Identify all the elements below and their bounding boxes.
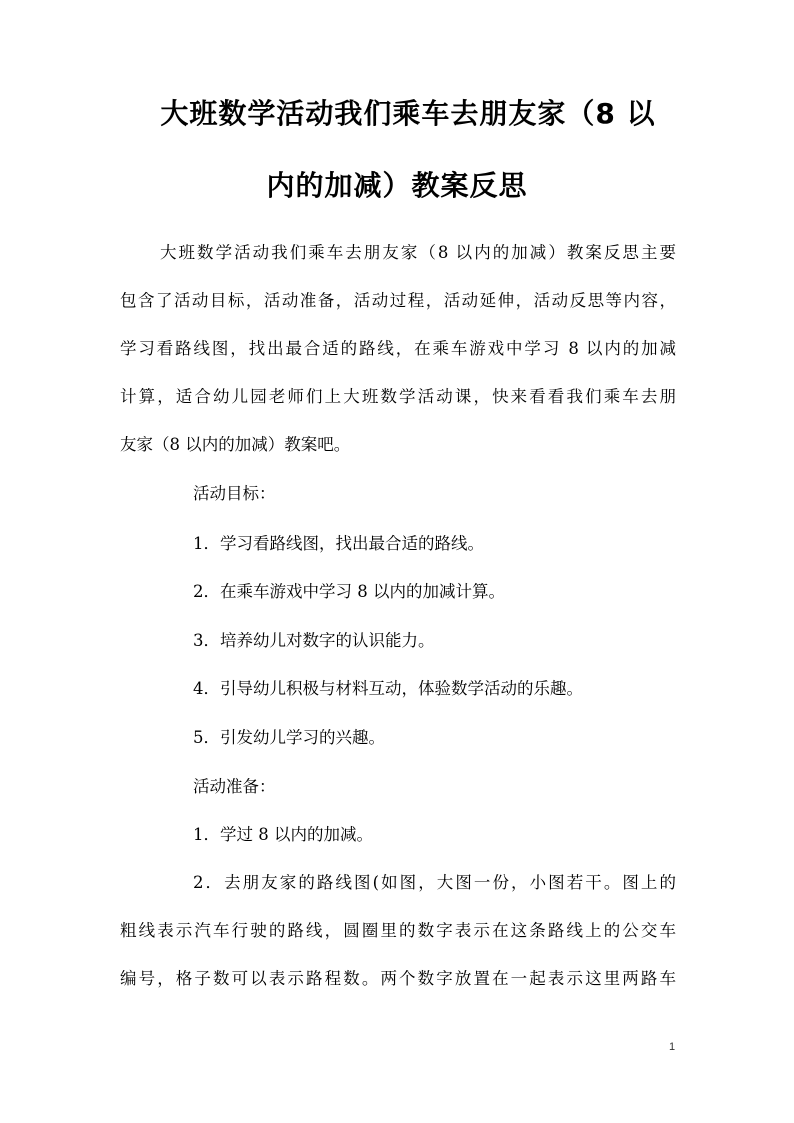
document-title-line-1: 大班数学活动我们乘车去朋友家（8 以 — [160, 97, 656, 130]
intro-paragraph — [120, 229, 676, 469]
prep-item-2-paragraph — [120, 859, 676, 1003]
prep-item-line: 2．去朋友家的路线图(如图，大图一份，小图若干。图上的 — [193, 873, 676, 892]
document-title-line-2: 内的加减）教案反思 — [266, 169, 528, 202]
intro-line: 计算，适合幼儿园老师们上大班数学活动课，快来看看我们乘车去朋 — [120, 387, 676, 406]
goal-item: 2．在乘车游戏中学习 8 以内的加减计算。 — [193, 582, 505, 601]
page-number: 1 — [668, 1041, 676, 1053]
intro-line: 友家（8 以内的加减）教案吧。 — [120, 435, 351, 454]
intro-line: 学习看路线图，找出最合适的路线，在乘车游戏中学习 8 以内的加减 — [120, 339, 676, 358]
intro-line: 大班数学活动我们乘车去朋友家（8 以内的加减）教案反思主要 — [160, 243, 676, 262]
goal-item: 5．引发幼儿学习的兴趣。 — [193, 728, 385, 747]
prep-heading: 活动准备： — [193, 777, 276, 796]
goal-item: 3．培养幼儿对数字的认识能力。 — [193, 631, 435, 650]
prep-item: 1．学过 8 以内的加减。 — [193, 825, 373, 844]
goals-heading: 活动目标： — [193, 484, 276, 503]
goal-item: 4．引导幼儿积极与材料互动，体验数学活动的乐趣。 — [193, 679, 583, 698]
goal-item: 1．学习看路线图，找出最合适的路线。 — [193, 534, 484, 553]
intro-line: 包含了活动目标，活动准备，活动过程，活动延伸，活动反思等内容， — [120, 291, 676, 310]
prep-item-line: 粗线表示汽车行驶的路线，圆圈里的数字表示在这条路线上的公交车 — [120, 921, 676, 940]
prep-item-line: 编号，格子数可以表示路程数。两个数字放置在一起表示这里两路车 — [120, 969, 676, 988]
